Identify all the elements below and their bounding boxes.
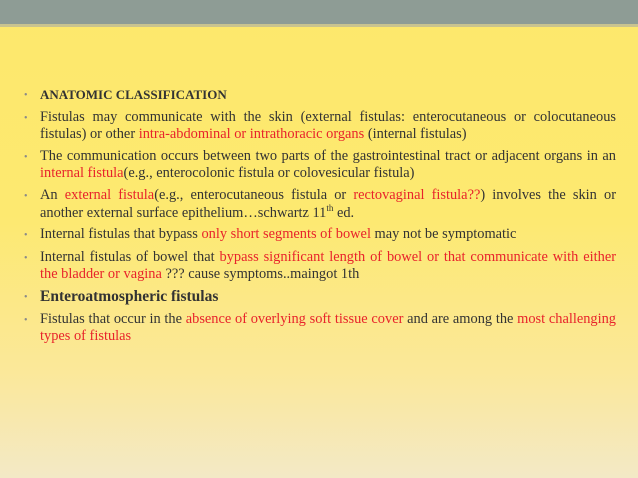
heading-text: ANATOMIC CLASSIFICATION: [40, 87, 227, 102]
bullet-dot-icon: •: [24, 291, 28, 303]
text-segment: An: [40, 186, 65, 203]
bullet-soft-tissue: [24, 311, 616, 346]
highlight-text: internal fistula: [40, 165, 124, 182]
highlight-text: intra-abdominal or intrathoracic organs: [138, 126, 365, 143]
text-segment: The communication occurs between two parts of the gastrointestinal tract or adjacent organs in an: [40, 147, 616, 164]
superscript-text: th: [326, 202, 334, 213]
bullet-external-fistula: [24, 187, 616, 222]
text-segment: and are among the: [403, 310, 518, 327]
bullet-dot-icon: •: [24, 151, 28, 163]
slide-body: [24, 86, 616, 350]
highlight-text: external fistula: [64, 186, 155, 203]
highlight-text: absence of overlying soft tissue cover: [185, 310, 404, 327]
bullet-anatomic-classification: [24, 86, 616, 105]
bullet-dot-icon: •: [24, 112, 28, 124]
text-segment: (e.g., enterocolonic fistula or colovesicular fistula): [123, 165, 415, 182]
bullet-text: [40, 249, 616, 284]
subheading-text: Enteroatmospheric fistulas: [40, 287, 219, 305]
bullet-significant-length: [24, 249, 616, 284]
bullet-text: [40, 288, 616, 307]
bullet-text: [40, 311, 616, 346]
bullet-text: [40, 109, 616, 144]
text-segment: ) involves the skin or another external surface epithelium…schwartz 11: [40, 186, 616, 221]
bullet-text: [40, 226, 616, 245]
bullet-enteroatmospheric: [24, 288, 616, 307]
title-bar: [0, 0, 638, 24]
highlight-text: only short segments of bowel: [201, 226, 371, 243]
text-segment: (internal fistulas): [364, 126, 467, 143]
highlight-text: rectovaginal fistula??: [353, 186, 481, 203]
highlight-text: bypass significant length of bowel or that communicate with either the bladder or vagina: [40, 248, 616, 283]
bullet-dot-icon: •: [24, 230, 28, 242]
bullet-external-fistulas: [24, 109, 616, 144]
bullet-dot-icon: •: [24, 314, 28, 326]
bullet-text: [40, 86, 616, 105]
text-segment: Fistulas that occur in the: [40, 310, 186, 327]
bullet-text: [40, 148, 616, 183]
text-segment: ed.: [333, 204, 355, 221]
highlight-text: most challenging types of fistulas: [40, 310, 616, 345]
text-segment: (e.g., enterocutaneous fistula or: [154, 186, 354, 203]
title-bar-accent-line: [0, 24, 638, 27]
bullet-short-segments: [24, 226, 616, 245]
text-segment: Internal fistulas of bowel that: [40, 248, 220, 265]
bullet-text: [40, 187, 616, 222]
text-segment: Internal fistulas that bypass: [40, 226, 202, 243]
bullet-dot-icon: •: [24, 190, 28, 202]
bullet-dot-icon: •: [24, 252, 28, 264]
text-segment: ??? cause symptoms..maingot 1th: [161, 266, 360, 283]
text-segment: Fistulas may communicate with the skin (external fistulas: enterocutaneous or colocutaneous fistulas) or other: [40, 108, 616, 143]
bullet-dot-icon: •: [24, 90, 28, 101]
text-segment: may not be symptomatic: [370, 226, 517, 243]
bullet-internal-fistula: [24, 148, 616, 183]
